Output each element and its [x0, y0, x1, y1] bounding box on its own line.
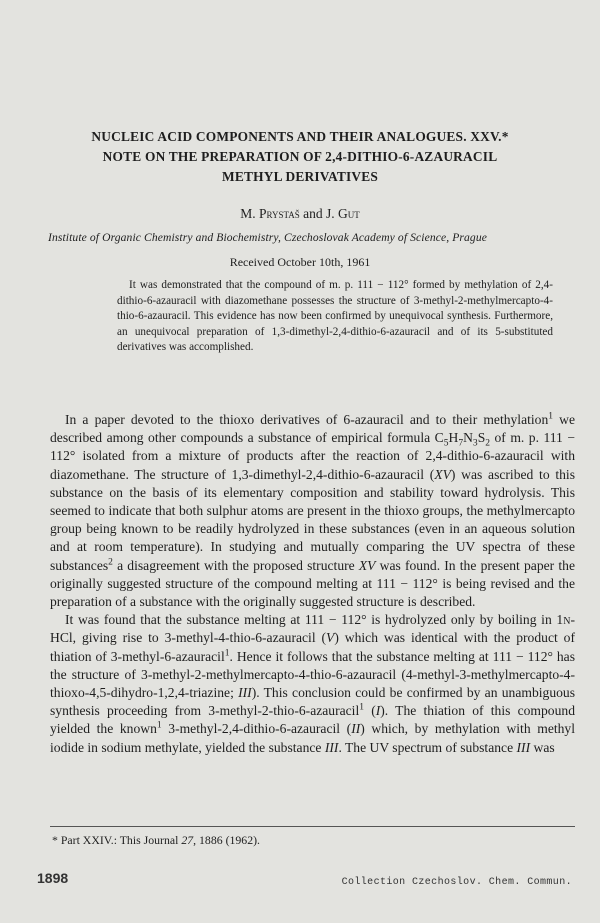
title-line-3: METHYL DERIVATIVES — [221, 169, 379, 184]
abstract-text: It was demonstrated that the compound of m. p. 111 − 112° formed by methylation of 2,4-dithio-6-azauracil with diazomethane possesses the structure of 3-methyl-2-methylmercapto-4-thio-6-azauracil. This evidence has now been confirmed by unequivocal synthesis. Furthermore, an unequivocal preparation of 1,3-dimethyl-2,4-dithio-6-azauracil and of its 5-substituted derivatives was accomplished. — [117, 279, 553, 354]
authors-and: and — [299, 206, 327, 221]
article-title — [40, 127, 560, 187]
paragraph-1: In a paper devoted to the thioxo derivatives of 6-azauracil and to their methylation$^1$ we described among other compounds a substance of empirical formula $C_5H_7N_3S_2$ of m. p. 111 − 112° isolated from a mixture of products after the reaction of 2,4-dithio-6-azauracil with diazomethane. The structure of 1,3-dimethyl-2,4-dithio-6-azauracil (XV) was ascribed to this substance on the basis of its elementary composition and stability toward hydrolysis. This seemed to indicate that both sulphur atoms are present in the thioxo groups, the methylmercapto group being known to be readily hydrolyzed in these substances (even in an aqueous solution and at room temperature). In studying and mutually comparing the UV spectra of these substances$^2$ a disagreement with the proposed structure XV was found. In the present paper the originally suggested structure of the compound melting at 111 − 112° is being revised and the preparation of a substance with the originally suggested structure is described. — [50, 411, 576, 610]
ref: 1 — [224, 648, 230, 659]
ref: 2 — [108, 557, 113, 568]
page-number: 1898 — [37, 870, 69, 886]
abstract — [117, 278, 553, 356]
authors — [0, 206, 600, 222]
author1-initial: M. — [240, 206, 259, 221]
journal-name: Collection Czechoslov. Chem. Commun. — [341, 877, 572, 888]
affiliation: Institute of Organic Chemistry and Biochemistry, Czechoslovak Academy of Science, Prague — [48, 231, 487, 244]
body-text — [50, 411, 575, 757]
received-date: Received October 10th, 1961 — [229, 255, 371, 269]
footnote-rule — [50, 826, 575, 827]
ref: 1 — [548, 411, 554, 422]
ref: 1 — [359, 702, 365, 713]
ref: 1 — [156, 720, 162, 731]
author2-name: Gut — [338, 206, 360, 221]
footnote: * Part XXIV.: This Journal 27, 1886 (1962). — [52, 833, 260, 847]
paragraph-2: It was found that the substance melting at 111 − 112° is hydrolyzed only by boiling in 1n-HCl, giving rise to 3-methyl-4-thio-6-azauracil (V) which was identical with the product of thiation of 3-methyl-6-azauracil$^1$. Hence it follows that the substance melting at 111 − 112° has the structure of 3-methyl-2-methylmercapto-4-thio-6-azauracil (4-methyl-3-methylmercapto-4-thioxo-4,5-dihydro-1,2,4-triazine; III). This conclusion could be confirmed by an unambiguous synthesis proceeding from 3-methyl-2-thio-6-azauracil$^1$ (I). The thiation of this compound yielded the known$^1$ 3-methyl-2,4-dithio-6-azauracil (II) which, by methylation with methyl iodide in sodium methylate, yielded the substance III. The UV spectrum of substance III was — [50, 612, 576, 755]
title-line-2: NOTE ON THE PREPARATION OF 2,4-DITHIO-6-AZAURACIL — [102, 149, 498, 164]
author1-name: Prystaš — [258, 206, 300, 221]
title-line-1: NUCLEIC ACID COMPONENTS AND THEIR ANALOGUES. XXV.* — [91, 129, 509, 144]
author2-initial: J. — [326, 206, 339, 221]
